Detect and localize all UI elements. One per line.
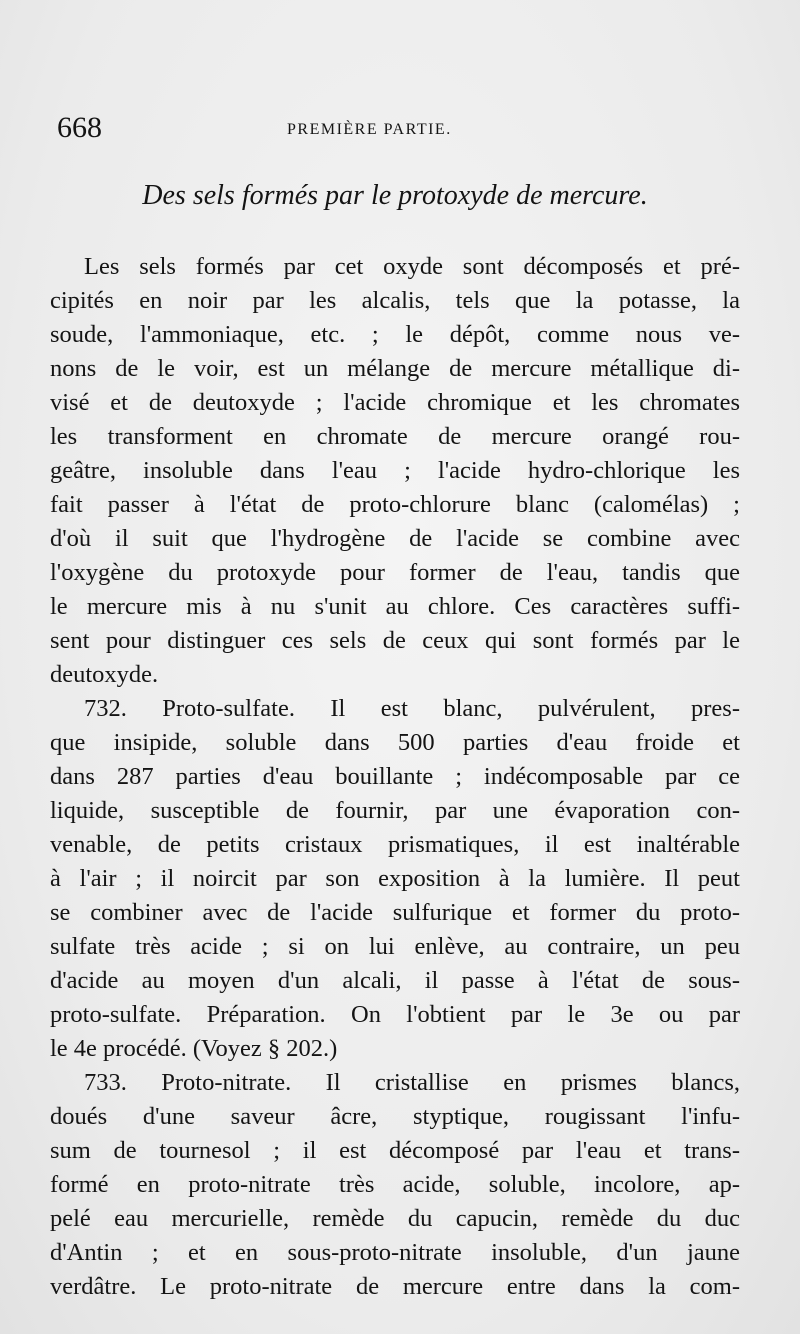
text-line: le mercure mis à nu s'unit au chlore. Ces caractères suffi- [50,593,740,620]
text-line: formé en proto-nitrate très acide, soluble, incolore, ap- [50,1171,740,1198]
page-number: 668 [57,111,102,144]
text-line: proto-sulfate. Préparation. On l'obtient par le 3e ou par [50,1001,740,1028]
text-line: sulfate très acide ; si on lui enlève, au contraire, un peu [50,933,740,960]
text-line: nons de le voir, est un mélange de mercure métallique di- [50,355,740,382]
text-line: fait passer à l'état de proto-chlorure blanc (calomélas) ; [50,491,740,518]
body-text [50,250,740,1304]
text-line: dans 287 parties d'eau bouillante ; indécomposable par ce [50,763,740,790]
text-line: geâtre, insoluble dans l'eau ; l'acide hydro-chlorique les [50,457,740,484]
running-head: PREMIÈRE PARTIE. [287,121,452,138]
text-line: venable, de petits cristaux prismatiques, il est inaltérable [50,831,740,858]
text-line: les transforment en chromate de mercure orangé rou- [50,423,740,450]
text-line: verdâtre. Le proto-nitrate de mercure entre dans la com- [50,1273,740,1300]
text-line: sent pour distinguer ces sels de ceux qui sont formés par le [50,627,740,654]
text-line: 733. Proto-nitrate. Il cristallise en prismes blancs, [84,1069,740,1096]
text-line: d'acide au moyen d'un alcali, il passe à l'état de sous- [50,967,740,994]
text-line: que insipide, soluble dans 500 parties d'eau froide et [50,729,740,756]
text-line: soude, l'ammoniaque, etc. ; le dépôt, comme nous ve- [50,321,740,348]
text-line: cipités en noir par les alcalis, tels que la potasse, la [50,287,740,314]
text-line: se combiner avec de l'acide sulfurique et former du proto- [50,899,740,926]
text-line: d'Antin ; et en sous-proto-nitrate insoluble, d'un jaune [50,1239,740,1266]
text-line: pelé eau mercurielle, remède du capucin, remède du duc [50,1205,740,1232]
text-line: Les sels formés par cet oxyde sont décomposés et pré- [84,253,740,280]
text-line: doués d'une saveur âcre, styptique, rougissant l'infu- [50,1103,740,1130]
text-line: liquide, susceptible de fournir, par une évaporation con- [50,797,740,824]
text-line: 732. Proto-sulfate. Il est blanc, pulvérulent, pres- [84,695,740,722]
page-header [57,110,737,146]
text-line: sum de tournesol ; il est décomposé par l'eau et trans- [50,1137,740,1164]
section-title: Des sels formés par le protoxyde de mercure. [142,180,648,211]
text-line: l'oxygène du protoxyde pour former de l'eau, tandis que [50,559,740,586]
text-line: d'où il suit que l'hydrogène de l'acide se combine avec [50,525,740,552]
text-line: à l'air ; il noircit par son exposition à la lumière. Il peut [50,865,740,892]
text-line: visé et de deutoxyde ; l'acide chromique et les chromates [50,389,740,416]
text-line: deutoxyde. [50,661,159,688]
text-line: le 4e procédé. (Voyez § 202.) [50,1035,338,1062]
